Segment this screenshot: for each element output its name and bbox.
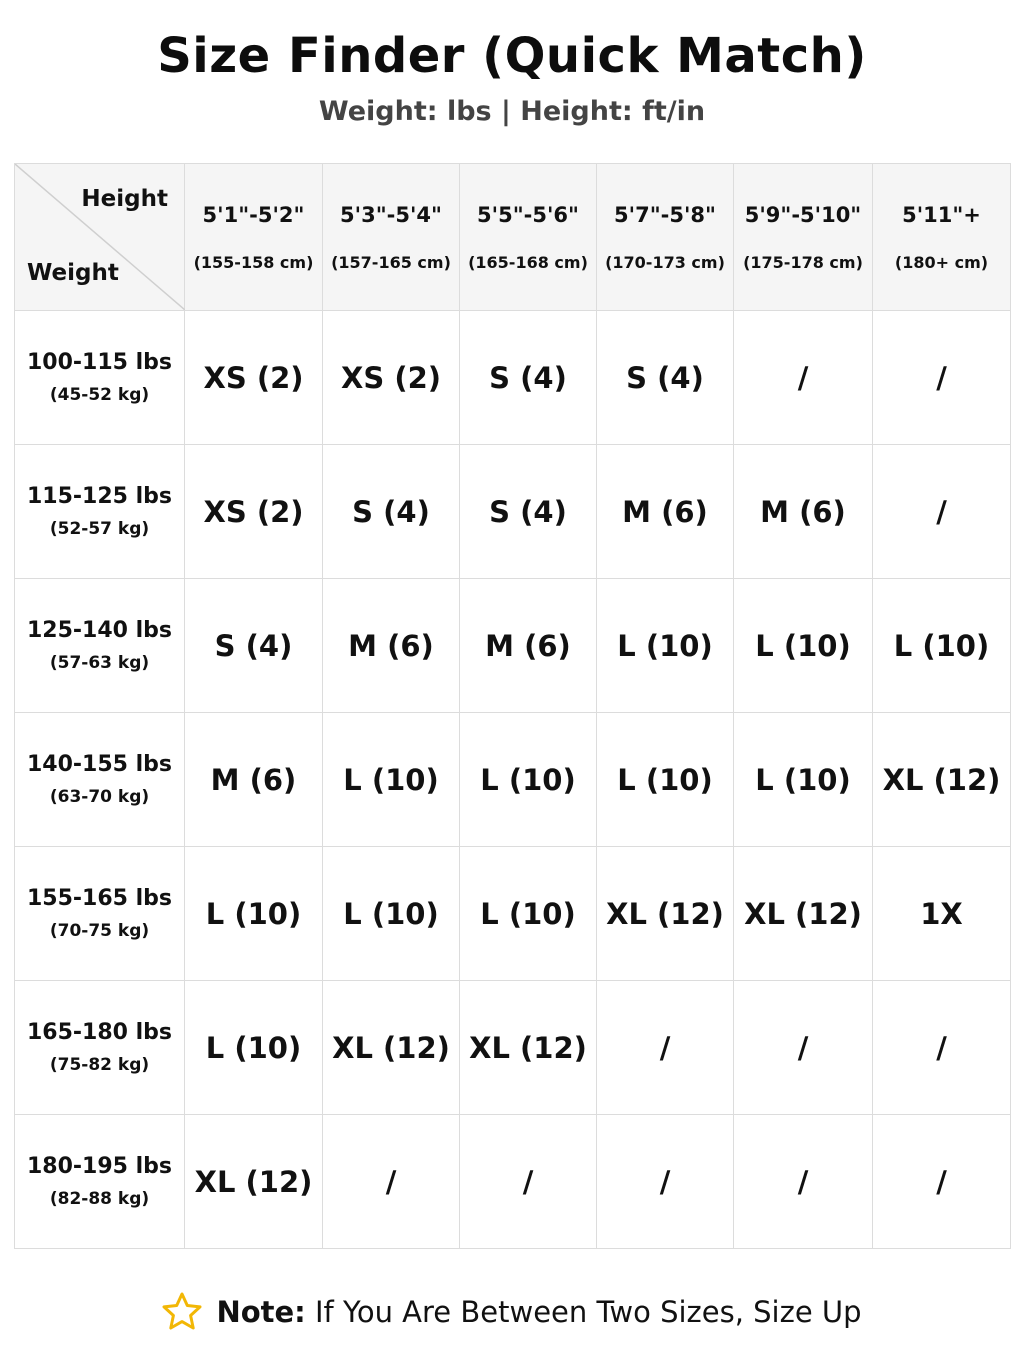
table-row: [15, 579, 1011, 713]
column-height-ft: 5'7"-5'8": [614, 202, 716, 227]
size-chart-table: [14, 163, 1011, 1249]
size-cell: XL (12): [597, 847, 734, 981]
size-cell: L (10): [734, 579, 873, 713]
row-weight-lbs: 140-155 lbs: [26, 752, 173, 777]
column-height-cm: (170-173 cm): [605, 252, 725, 272]
column-height-cm: (175-178 cm): [743, 252, 863, 272]
size-cell: /: [873, 311, 1011, 445]
row-header: [15, 445, 185, 579]
table-row: [15, 445, 1011, 579]
size-cell: L (10): [597, 579, 734, 713]
row-header: [15, 981, 185, 1115]
size-cell: /: [323, 1115, 460, 1249]
column-height-ft: 5'5"-5'6": [477, 202, 579, 227]
size-cell: /: [597, 1115, 734, 1249]
column-header: [323, 164, 460, 311]
size-cell: M (6): [597, 445, 734, 579]
size-cell: L (10): [185, 847, 323, 981]
row-weight-lbs: 100-115 lbs: [26, 350, 173, 375]
size-cell: XS (2): [323, 311, 460, 445]
size-cell: M (6): [734, 445, 873, 579]
table-row: [15, 981, 1011, 1115]
star-icon: [162, 1292, 202, 1337]
row-weight-lbs: 115-125 lbs: [26, 484, 173, 509]
size-cell: L (10): [323, 847, 460, 981]
size-cell: /: [734, 1115, 873, 1249]
size-cell: S (4): [597, 311, 734, 445]
row-header: [15, 713, 185, 847]
column-height-ft: 5'1"-5'2": [202, 202, 305, 227]
column-header: [873, 164, 1011, 311]
row-weight-lbs: 125-140 lbs: [26, 618, 173, 643]
row-header: [15, 579, 185, 713]
row-weight-kg: (75-82 kg): [49, 1055, 150, 1075]
column-header: [734, 164, 873, 311]
table-row: [15, 713, 1011, 847]
column-header: [460, 164, 597, 311]
size-cell: L (10): [460, 847, 597, 981]
size-cell: S (4): [460, 445, 597, 579]
row-header: [15, 1115, 185, 1249]
row-weight-kg: (82-88 kg): [49, 1189, 150, 1209]
size-cell: S (4): [185, 579, 323, 713]
column-height-cm: (155-158 cm): [193, 252, 314, 272]
note-line: [0, 1292, 1024, 1337]
note-text: If You Are Between Two Sizes, Size Up: [305, 1295, 862, 1329]
size-cell: /: [734, 981, 873, 1115]
column-height-cm: (165-168 cm): [468, 252, 588, 272]
page-subtitle: Weight: lbs | Height: ft/in: [318, 96, 706, 127]
size-cell: /: [873, 445, 1011, 579]
column-height-ft: 5'3"-5'4": [340, 202, 442, 227]
size-cell: M (6): [185, 713, 323, 847]
size-cell: /: [873, 1115, 1011, 1249]
note-label: Note:: [216, 1295, 306, 1329]
size-cell: L (10): [185, 981, 323, 1115]
table-row: [15, 847, 1011, 981]
size-cell: L (10): [323, 713, 460, 847]
row-weight-kg: (45-52 kg): [49, 385, 150, 405]
table-header-row: [15, 164, 1011, 311]
size-cell: XL (12): [323, 981, 460, 1115]
table-row: [15, 311, 1011, 445]
page-title: Size Finder (Quick Match): [157, 28, 867, 84]
size-cell: S (4): [460, 311, 597, 445]
column-header: [597, 164, 734, 311]
corner-height-label: Height: [81, 186, 168, 212]
size-cell: /: [734, 311, 873, 445]
size-cell: XS (2): [185, 311, 323, 445]
column-header: [185, 164, 323, 311]
size-cell: /: [873, 981, 1011, 1115]
size-cell: XL (12): [873, 713, 1011, 847]
size-cell: XS (2): [185, 445, 323, 579]
size-cell: XL (12): [734, 847, 873, 981]
size-cell: XL (12): [185, 1115, 323, 1249]
row-header: [15, 311, 185, 445]
size-cell: 1X: [873, 847, 1011, 981]
row-weight-kg: (57-63 kg): [49, 653, 150, 673]
size-cell: /: [597, 981, 734, 1115]
column-height-ft: 5'9"-5'10": [744, 202, 862, 227]
row-weight-lbs: 165-180 lbs: [26, 1020, 173, 1045]
size-cell: /: [460, 1115, 597, 1249]
column-height-cm: (180+ cm): [894, 252, 989, 272]
size-cell: L (10): [734, 713, 873, 847]
size-cell: XL (12): [460, 981, 597, 1115]
size-cell: L (10): [873, 579, 1011, 713]
row-header: [15, 847, 185, 981]
corner-weight-label: Weight: [27, 260, 119, 286]
size-cell: M (6): [460, 579, 597, 713]
corner-cell: [15, 164, 185, 311]
row-weight-lbs: 155-165 lbs: [26, 886, 173, 911]
size-cell: S (4): [323, 445, 460, 579]
column-height-ft: 5'11"+: [902, 202, 981, 227]
row-weight-kg: (70-75 kg): [49, 921, 150, 941]
row-weight-kg: (52-57 kg): [49, 519, 150, 539]
size-cell: M (6): [323, 579, 460, 713]
column-height-cm: (157-165 cm): [331, 252, 451, 272]
table-row: [15, 1115, 1011, 1249]
size-cell: L (10): [597, 713, 734, 847]
row-weight-kg: (63-70 kg): [49, 787, 150, 807]
size-cell: L (10): [460, 713, 597, 847]
row-weight-lbs: 180-195 lbs: [26, 1154, 173, 1179]
